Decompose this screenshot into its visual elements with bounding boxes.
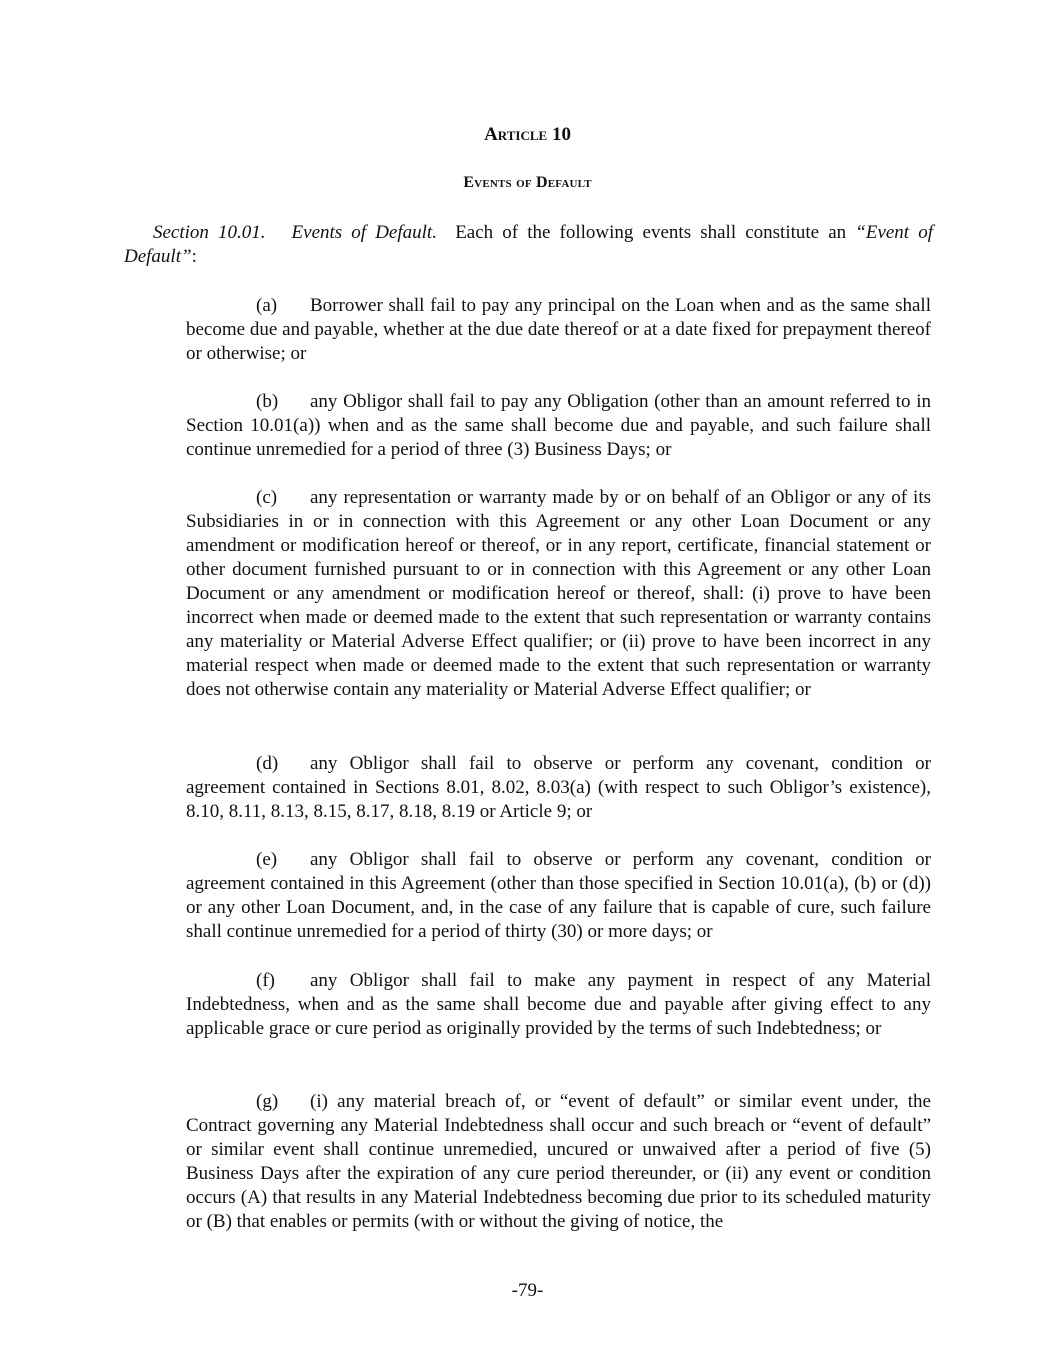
clause-tag: (g)	[256, 1091, 279, 1112]
section-paragraph	[124, 221, 933, 269]
section-number: Section 10.01.	[153, 222, 266, 243]
clause-f	[186, 969, 931, 1041]
article-label: Article	[484, 124, 548, 145]
clause-text: any representation or warranty made by or on behalf of an Obligor or any of its Subsidiaries in or in connection with this Agreement or any other Loan Document or any amendment or modification hereof or thereof, or in any report, certificate, financial statement or other document furnished pursuant to or in connection with this Agreement or any other Loan Document or any amendment or modification hereof or thereof, shall: (i) prove to have been incorrect when made or deemed made to the extent that such representation or warranty contains any materiality or Material Adverse Effect qualifier; or (ii) prove to have been incorrect in any material respect when made or deemed made to the extent that such representation or warranty does not otherwise contain any materiality or Material Adverse Effect qualifier; or	[186, 487, 931, 700]
clause-tag: (d)	[256, 753, 279, 774]
clause-tag: (c)	[256, 487, 278, 508]
clause-g	[186, 1090, 931, 1234]
page-number: -79-	[511, 1280, 544, 1301]
clause-d	[186, 752, 931, 824]
section-title: Events of Default.	[291, 222, 437, 243]
section-suffix: :	[191, 246, 197, 267]
clause-tag: (f)	[256, 970, 275, 991]
clause-text: any Obligor shall fail to make any payment in respect of any Material Indebtedness, when and as the same shall become due and payable after giving effect to any applicable grace or cure period as originally provided by the terms of such Indebtedness; or	[186, 970, 931, 1039]
clause-tag: (a)	[256, 295, 278, 316]
clause-a	[186, 294, 931, 366]
clause-text: (i) any material breach of, or “event of default” or similar event under, the Contract governing any Material Indebtedness shall occur and such breach or “event of default” or similar event shall continue unremedied, uncured or unwaived after a period of five (5) Business Days after the expiration of any cure period thereunder, or (ii) any event or condition occurs (A) that results in any Material Indebtedness becoming due prior to its scheduled maturity or (B) that enables or permits (with or without the giving of notice, the	[186, 1091, 931, 1232]
defined-term: “Event of Default”	[124, 222, 933, 267]
clause-text: any Obligor shall fail to observe or perform any covenant, condition or agreement contained in Sections 8.01, 8.02, 8.03(a) (with respect to such Obligor’s existence), 8.10, 8.11, 8.13, 8.15, 8.17, 8.18, 8.19 or Article 9; or	[186, 753, 931, 822]
clause-text: Borrower shall fail to pay any principal on the Loan when and as the same shall become due and payable, whether at the due date thereof or at a date fixed for prepayment thereof or otherwise; or	[186, 295, 931, 364]
clause-b	[186, 390, 931, 462]
clause-c	[186, 486, 931, 702]
clause-text: any Obligor shall fail to pay any Obligation (other than an amount referred to in Section 10.01(a)) when and as the same shall become due and payable, and such failure shall continue unremedied for a period of three (3) Business Days; or	[186, 391, 931, 460]
section-lead-text: Each of the following events shall constitute an	[455, 222, 847, 243]
clause-tag: (e)	[256, 849, 278, 870]
clause-e	[186, 848, 931, 944]
article-number: 10	[551, 124, 571, 145]
article-heading	[0, 124, 1055, 146]
clause-tag: (b)	[256, 391, 279, 412]
section-heading: Events of Default	[463, 174, 592, 191]
clause-text: any Obligor shall fail to observe or perform any covenant, condition or agreement contained in this Agreement (other than those specified in Section 10.01(a), (b) or (d)) or any other Loan Document, and, in the case of any failure that is capable of cure, such failure shall continue unremedied for a period of thirty (30) or more days; or	[186, 849, 931, 942]
